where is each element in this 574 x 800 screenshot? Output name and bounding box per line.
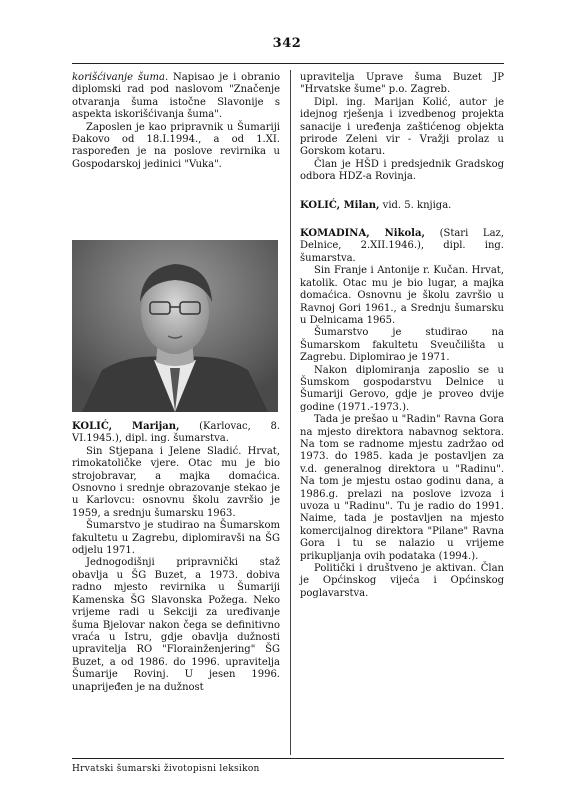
bottom-rule	[72, 758, 504, 759]
entry-name: KOMADINA, Nikola,	[300, 228, 425, 240]
top-rule	[72, 63, 504, 64]
footer-title: Hrvatski šumarski životopisni leksikon	[72, 764, 260, 774]
right-column	[300, 72, 504, 600]
paragraph: Politički i društveno je aktivan. Član je Općinskog vijeća i Općinskog poglavarstva.	[300, 563, 504, 599]
paragraph: Zaposlen je kao pripravnik u Šumariji Đakovo od 18.I.1994., a od 1.XI. raspoređen je na poslove revirnika u Gospodarskoj jedinici "Vuka".	[72, 121, 280, 170]
entry-heading: KOLIĆ, Marijan, (Karlovac, 8. VI.1945.), dipl. ing. šumarstva.	[72, 421, 280, 445]
column-divider	[290, 70, 291, 755]
left-column	[72, 72, 280, 171]
paragraph: Jednogodišnji pripravnički staž obavlja u ŠG Buzet, a 1973. dobiva radno mjesto revirnika u Šumariji Kamenska ŠG Slavonska Požega. Neko vrijeme radi u Sekciji za uređivanje šuma Bjelovar nakon čega se definitivno vraća u Istru, gdje obavlja dužnosti upravitelja RO "Florainženjering" ŠG Buzet, a od 1986. do 1996. upravitelja Šumarije Rovinj. U jesen 1996. unaprijeđen je na dužnost	[72, 557, 280, 693]
paragraph: Nakon diplomiranja zaposlio se u Šumskom gospodarstvu Delnice u Šumariji Gerovo, gdje je proveo dvije godine (1971.-1973.).	[300, 364, 504, 413]
portrait-image	[72, 240, 278, 412]
kolic-milan-entry: KOLIĆ, Milan, vid. 5. knjiga.	[300, 199, 452, 211]
entry-name: KOLIĆ, Marijan,	[72, 421, 180, 432]
portrait-photo	[72, 240, 278, 412]
paragraph: Šumarstvo je studirao na Šumarskom fakultetu u Zagrebu, diplomiravši na ŠG odjelu 1971.	[72, 520, 280, 557]
entry-heading: KOMADINA, Nikola, (Stari Laz, Delnice, 2.XII.1946.), dipl. ing. šumarstva.	[300, 228, 504, 264]
paragraph: Sin Stjepana i Jelene Sladić. Hrvat, rimokatoličke vjere. Otac mu je bio strojobravar, a majka domaćica. Osnovno i srednje obrazovanje stekao je u Karlovcu: osnovnu školu završio je 1959, a srednju šumarsku 1963.	[72, 445, 280, 519]
paragraph: Član je HŠD i predsjednik Gradskog odbora HDZ-a Rovinja.	[300, 158, 504, 183]
paragraph: Tada je prešao u "Radin" Ravna Gora na mjesto direktora nabavnog sektora. Na tom se radnome mjestu zadržao od 1973. do 1985. kada je postavljen za v.d. generalnog direktora u "Radinu". Na tom je mjestu ostao godinu dana, a 1986.g. prelazi na poslove izvoza i uvoza u "Radinu". Tu je radio do 1991. Naime, tada je postavljen na mjesto komercijalnog direktora "Pilane" Ravna Gora i tu se nalazio u vrijeme prikupljanja ovih podataka (1994.).	[300, 414, 504, 562]
entry-name: KOLIĆ, Milan,	[300, 199, 380, 211]
paragraph: Dipl. ing. Marijan Kolić, autor je idejnog rješenja i izvedbenog projekta sanacije i uređenja zaštićenog objekta prirode Zeleni vir - Vražji prolaz u Gorskom kotaru.	[300, 96, 504, 158]
italic-text: korišćivanje šuma	[72, 72, 165, 83]
kolic-marijan-entry	[72, 421, 280, 694]
paragraph: Sin Franje i Antonije r. Kučan. Hrvat, katolik. Otac mu je bio lugar, a majka domaćica. Osnovnu je školu završio u Ravnoj Gori 1961., a Srednju šumarsku u Delnicama 1965.	[300, 265, 504, 326]
paragraph: upravitelja Uprave šuma Buzet JP "Hrvatske šume" p.o. Zagreb.	[300, 72, 504, 96]
page-number: 342	[272, 36, 302, 51]
paragraph: korišćivanje šuma. Napisao je i obranio diplomski rad pod naslovom "Značenje otvaranja šuma istočne Slavonije s aspekta iskorišćivanja šuma".	[72, 72, 280, 121]
paragraph: Šumarstvo je studirao na Šumarskom fakultetu Sveučilišta u Zagrebu. Diplomirao je 1971.	[300, 327, 504, 364]
